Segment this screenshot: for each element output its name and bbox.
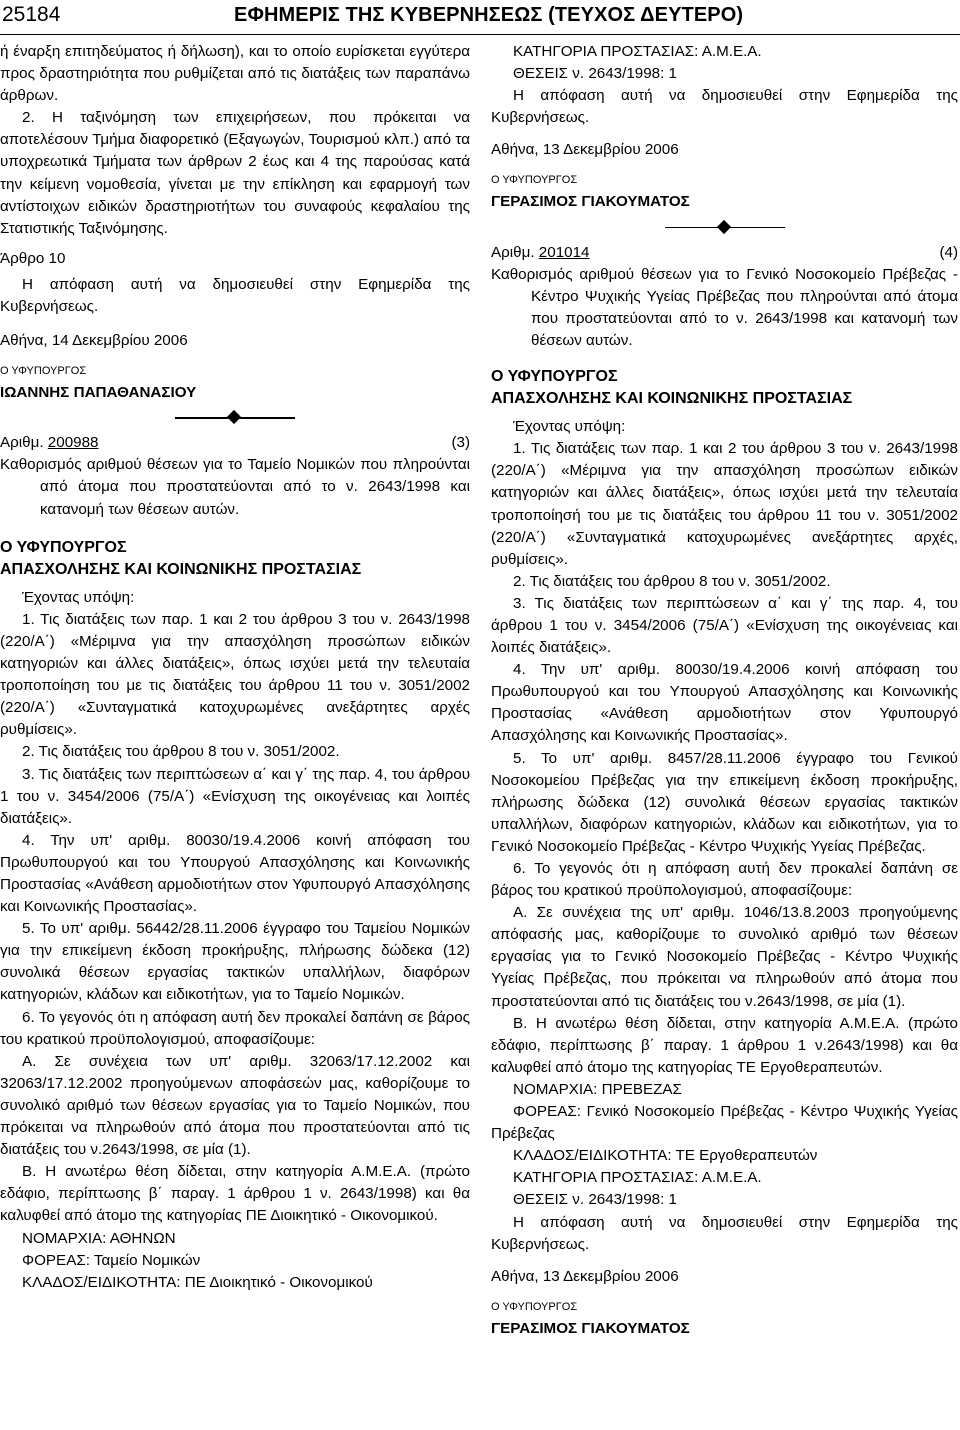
article-heading: Άρθρο 10: [0, 249, 66, 267]
decision-title: Καθορισμός αριθμού θέσεων για το Γενικό Νοσοκομείο Πρέβεζας - Κέντρο Ψυχικής Υγείας Πρέβεζας που πληρούνται από άτομα που προστατεύονται από το ν. 2643/1998 και κατανομή των θέσεων αυτών.: [491, 265, 958, 349]
page-number: 25184: [2, 3, 61, 26]
item: 5. Το υπ' αριθμ. 56442/28.11.2006 έγγραφο του Ταμείου Νομικών για την επικείμενη έκδοση προκήρυξης, πλήρωσης δώδεκα (12) συνολικά θέσεων εργασίας τακτικών υπαλλήλων, διαφόρων κατηγοριών, κλάδων και ειδικοτήτων, για το Ταμείο Νομικών.: [0, 920, 470, 1004]
left-column: [0, 41, 470, 1294]
decision-title: Καθορισμός αριθμού θέσεων για το Ταμείο Νομικών που πληρούνται από άτομα που προστατεύονται από το ν. 2643/1998 και κατανομή των θέσεων αυτών.: [0, 456, 470, 518]
nomarchy: ΝΟΜΑΡΧΙΑ: ΑΘΗΝΩΝ: [22, 1229, 176, 1247]
item: Β. Η ανωτέρω θέση δίδεται, στην κατηγορία Α.Μ.Ε.Α. (πρώτο εδάφιο, περίπτωσης β΄ παραγ. 1 άρθρου 1 ν. 2643/1998) και θα καλυφθεί από άτομο της κατηγορίας ΠΕ Διοικητικό - Οικονομικού.: [0, 1163, 470, 1225]
item: 4. Την υπ' αριθμ. 80030/19.4.2006 κοινή απόφαση του Πρωθυπουργού και του Υπουργού Απασχόλησης και Κοινωνικής Προστασίας «Ανάθεση αρμοδιοτήτων στον Υφυπουργό Απασχόλησης και Κοινωνικής Προστασίας».: [0, 831, 470, 916]
having-considered: Έχοντας υπόψη:: [513, 418, 626, 436]
publish-statement: Η απόφαση αυτή να δημοσιευθεί στην Εφημερίδα της Κυβερνήσεως.: [491, 87, 958, 127]
item: Β. Η ανωτέρω θέση δίδεται, στην κατηγορία Α.Μ.Ε.Α. (πρώτο εδάφιο, περίπτωσης β΄ παραγ. 1 άρθρου 1 ν.2643/1998) και θα καλυφθεί από άτομο της κατηγορίας ΤΕ Εργοθεραπευτών.: [491, 1014, 958, 1076]
minister-title: Ο ΥΦΥΠΟΥΡΓΟΣ: [0, 365, 87, 378]
decision-number: Αριθμ. 201014: [491, 243, 590, 261]
paragraph: ή έναρξη επιτηδεύματος ή δήλωση), και το οποίο ευρίσκεται εγγύτερα προς δραστηριότητα που ρυθμίζεται από τις διατάξεις των παραπάνω άρθρων.: [0, 43, 470, 105]
item: 2. Τις διατάξεις του άρθρου 8 του ν. 3051/2002.: [513, 572, 831, 590]
branch-specialty: ΚΛΑΔΟΣ/ΕΙΔΙΚΟΤΗΤΑ: ΤΕ Εργοθεραπευτών: [513, 1147, 818, 1165]
item: 5. Το υπ' αριθμ. 8457/28.11.2006 έγγραφο του Γενικού Νοσοκομείου Πρέβεζας για την επικείμενη έκδοση προκήρυξης, πλήρωσης δώδεκα (12) συνολικά θέσεων εργασίας τακτικών υπαλλήλων, διαφόρων κατηγοριών, κλάδων και ειδικοτήτων, για το Γενικό Νοσοκομείο Πρέβεζας - Κέντρο Ψυχικής Υγείας Πρέβεζας.: [491, 749, 958, 855]
minister-name: ΓΕΡΑΣΙΜΟΣ ΓΙΑΚΟΥΜΑΤΟΣ: [491, 1319, 690, 1337]
decision-header: [491, 242, 958, 264]
signature-date: Αθήνα, 13 Δεκεμβρίου 2006: [491, 141, 679, 159]
decision-header: [0, 432, 470, 454]
protection-category: ΚΑΤΗΓΟΡΙΑ ΠΡΟΣΤΑΣΙΑΣ: Α.Μ.Ε.Α.: [513, 1169, 762, 1187]
minister-title: Ο ΥΦΥΠΟΥΡΓΟΣ: [491, 174, 578, 187]
branch-specialty: ΚΛΑΔΟΣ/ΕΙΔΙΚΟΤΗΤΑ: ΠΕ Διοικητικό - Οικονομικού: [22, 1273, 373, 1291]
item: 2. Τις διατάξεις του άρθρου 8 του ν. 3051/2002.: [22, 743, 340, 761]
positions: ΘΕΣΕΙΣ ν. 2643/1998: 1: [513, 65, 677, 83]
item: 1. Τις διατάξεις των παρ. 1 και 2 του άρθρου 3 του ν. 2643/1998 (220/Α΄) «Μέριμνα για την απασχόληση προσώπων ειδικών κατηγοριών και άλλες διατάξεις», όπως ισχύει μετά την τελευταία τροποποίησή του με τις διατάξεις του άρθρου 11 του ν. 3051/2002 (220/Α΄) «Συνταγματικά κατοχυρωμένες ανεξάρτητες αρχές, ρυθμίσεις».: [491, 440, 958, 568]
institution: ΦΟΡΕΑΣ: Ταμείο Νομικών: [22, 1251, 201, 1269]
page-header: [0, 0, 960, 35]
authority-line-1: Ο ΥΦΥΠΟΥΡΓΟΣ: [491, 367, 618, 385]
item: 6. Το γεγονός ότι η απόφαση αυτή δεν προκαλεί δαπάνη σε βάρος του κρατικού προϋπολογισμού, αποφασίζουμε:: [491, 860, 958, 900]
signature-date: Αθήνα, 13 Δεκεμβρίου 2006: [491, 1267, 679, 1285]
having-considered: Έχοντας υπόψη:: [22, 588, 135, 606]
authority-line-2: ΑΠΑΣΧΟΛΗΣΗΣ ΚΑΙ ΚΟΙΝΩΝΙΚΗΣ ΠΡΟΣΤΑΣΙΑΣ: [0, 560, 362, 578]
paragraph: 2. Η ταξινόμηση των επιχειρήσεων, που πρόκειται να αποτελέσουν Τμήμα διαφορετικό (Εξαγωγών, Τουρισμού κλπ.) από τα υποχρεωτικά Τμήματα των άρθρων 2 έως και 4 της παρούσας κατά την κείμενη νομοθεσία, γίνεται με την επίκληση και εφαρμογή των αντίστοιχων ειδικών δραστηριοτήτων του συναφούς κεφαλαίου της Στατιστικής Ταξινόμησης.: [0, 109, 470, 237]
right-column: [491, 41, 958, 1340]
item: Α. Σε συνέχεια των υπ' αριθμ. 32063/17.12.2002 και 32063/17.12.2002 προηγούμενων αποφάσεών μας, καθορίζουμε το συνολικό αριθμό των θέσεων εργασίας για το Ταμείο Νομικών, που πρόκειται να πληρωθούν από άτομα που προστατεύονται από τις διατάξεις του ν.2643/1998, σε μία (1).: [0, 1052, 470, 1159]
minister-name: ΙΩΑΝΝΗΣ ΠΑΠΑΘΑΝΑΣΙΟΥ: [0, 384, 197, 402]
journal-title: ΕΦΗΜΕΡΙΣ ΤΗΣ ΚΥΒΕΡΝΗΣΕΩΣ (ΤΕΥΧΟΣ ΔΕΥΤΕΡΟ): [234, 4, 744, 26]
minister-title: Ο ΥΦΥΠΟΥΡΓΟΣ: [491, 1300, 578, 1313]
decision-reference: (3): [451, 434, 470, 452]
institution: ΦΟΡΕΑΣ: Γενικό Νοσοκομείο Πρέβεζας - Κέντρο Ψυχικής Υγείας Πρέβεζας: [491, 1103, 958, 1143]
item: 1. Τις διατάξεις των παρ. 1 και 2 του άρθρου 3 του ν. 2643/1998 (220/Α΄) «Μέριμνα για την απασχόληση προσώπων ειδικών κατηγοριών και άλλες διατάξεις», όπως ισχύει μετά την τελευταία τροποποίηση του με τις διατάξεις του άρθρου 11 του ν. 3051/2002 (220/Α΄) «Συνταγματικά κατοχυρωμένες ανεξάρτητες αρχές ρυθμίσεις».: [0, 610, 470, 739]
nomarchy: ΝΟΜΑΡΧΙΑ: ΠΡΕΒΕΖΑΣ: [513, 1080, 682, 1098]
item: 3. Τις διατάξεις των περιπτώσεων α΄ και γ΄ της παρ. 4, του άρθρου 1 του ν. 3454/2006 (75/Α΄) «Ενίσχυση της οικογένειας και λοιπές διατάξεις».: [0, 765, 470, 827]
positions: ΘΕΣΕΙΣ ν. 2643/1998: 1: [513, 1191, 677, 1209]
publish-statement: Η απόφαση αυτή να δημοσιευθεί στην Εφημερίδα της Κυβερνήσεως.: [491, 1213, 958, 1253]
decision-number: Αριθμ. 200988: [0, 434, 99, 452]
separator-ornament: [175, 408, 295, 428]
item: 4. Την υπ' αριθμ. 80030/19.4.2006 κοινή απόφαση του Πρωθυπουργού και του Υπουργού Απασχόλησης και Κοινωνικής Προστασίας «Ανάθεση αρμοδιοτήτων στον Υφυπουργό Απασχόλησης και Κοινωνικής Προστασίας».: [491, 661, 958, 745]
separator-ornament: [665, 218, 785, 238]
publish-statement: Η απόφαση αυτή να δημοσιευθεί στην Εφημερίδα της Κυβερνήσεως.: [0, 275, 470, 316]
decision-reference: (4): [939, 243, 958, 261]
item: Α. Σε συνέχεια της υπ' αριθμ. 1046/13.8.2003 προηγούμενης απόφασής μας, καθορίζουμε το συνολικό αριθμό των θέσεων εργασίας για το Γενικό Νοσοκομείο Πρέβεζας - Κέντρο Ψυχικής Υγείας Πρέβεζας, που πρόκειται να πληρωθούν από άτομα που προστατεύονται από τις διατάξεις του ν.2643/1998, σε μία (1).: [491, 904, 958, 1010]
authority-line-2: ΑΠΑΣΧΟΛΗΣΗΣ ΚΑΙ ΚΟΙΝΩΝΙΚΗΣ ΠΡΟΣΤΑΣΙΑΣ: [491, 390, 853, 408]
protection-category: ΚΑΤΗΓΟΡΙΑ ΠΡΟΣΤΑΣΙΑΣ: Α.Μ.Ε.Α.: [513, 43, 762, 60]
item: 3. Τις διατάξεις των περιπτώσεων α΄ και γ΄ της παρ. 4, του άρθρου 1 του ν. 3454/2006 (75/Α΄) «Ενίσχυση της οικογένειας και λοιπές διατάξεις».: [491, 594, 958, 657]
item: 6. Το γεγονός ότι η απόφαση αυτή δεν προκαλεί δαπάνη σε βάρος του κρατικού προϋπολογισμού, αποφασίζουμε:: [0, 1008, 470, 1048]
minister-name: ΓΕΡΑΣΙΜΟΣ ΓΙΑΚΟΥΜΑΤΟΣ: [491, 193, 690, 211]
signature-date: Αθήνα, 14 Δεκεμβρίου 2006: [0, 332, 188, 350]
authority-line-1: Ο ΥΦΥΠΟΥΡΓΟΣ: [0, 538, 127, 556]
